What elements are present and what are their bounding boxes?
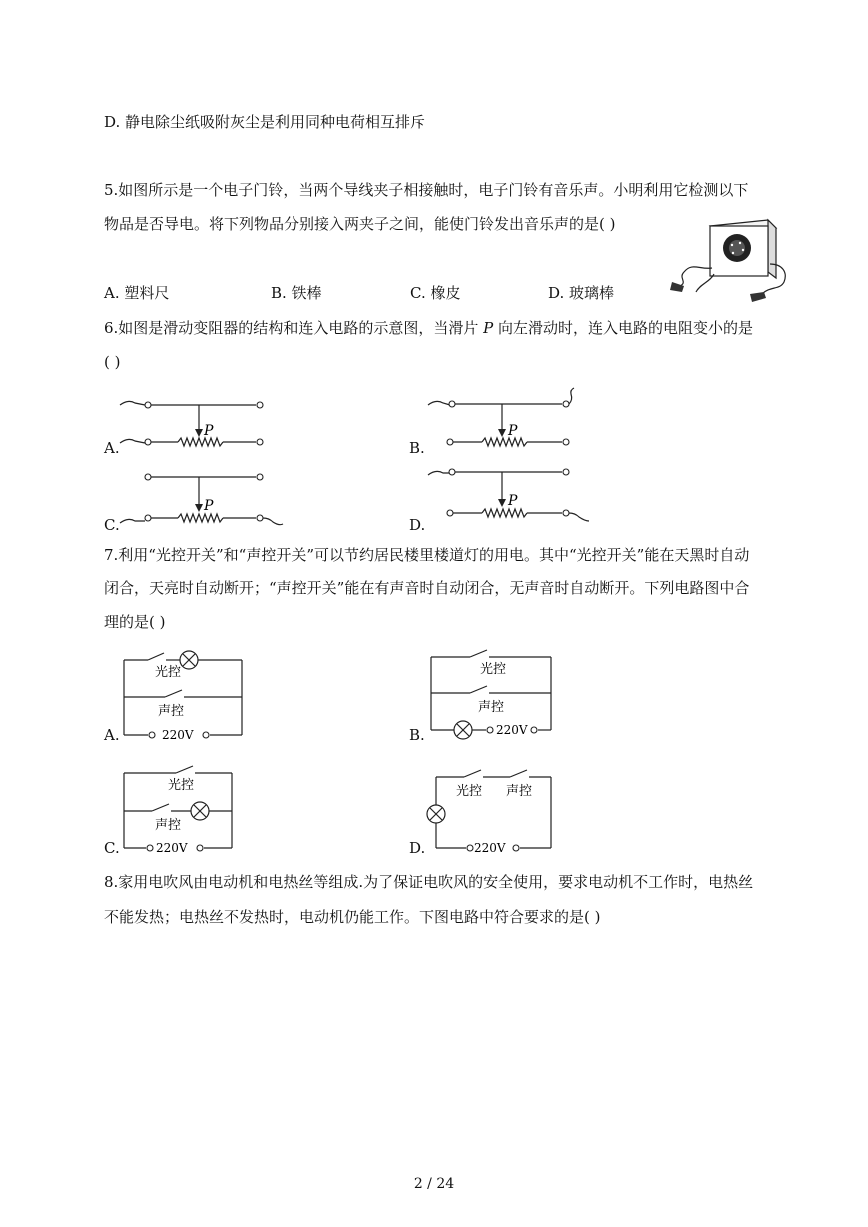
q7-label-a: A. — [104, 726, 120, 744]
q5-stem-line2: 物品是否导电。将下列物品分别接入两夹子之间，能使门铃发出音乐声的是( ) — [104, 215, 616, 233]
q6-figure-b — [428, 388, 574, 446]
q7-c-sound-switch-label: 声控 — [155, 818, 182, 833]
q7-stem-line1: 7.利用“光控开关”和“声控开关”可以节约居民楼里楼道灯的用电。其中“光控开关”能在天黑时自动 — [104, 546, 750, 564]
q7-figure-c — [124, 766, 232, 855]
q7-b-light-switch-label: 光控 — [480, 662, 507, 677]
q7-figures — [100, 645, 580, 860]
q6-c-slider-label: P — [204, 498, 214, 514]
q6-label-a: A. — [104, 439, 120, 457]
page-number: 2 / 24 — [413, 1176, 455, 1192]
q7-a-light-switch-label: 光控 — [155, 665, 182, 680]
q7-d-voltage: 220V — [474, 841, 506, 855]
q6-stem-part2: 向左滑动时，连入电路的电阻变小的是 — [493, 319, 753, 337]
q6-label-d: D. — [409, 516, 426, 534]
q8-stem-line2: 不能发热；电热丝不发热时，电动机仍能工作。下图电路中符合要求的是( ) — [104, 908, 601, 926]
q7-stem-line3: 理的是( ) — [104, 613, 166, 631]
q7-label-d: D. — [409, 839, 426, 857]
q5-option-a: A. 塑料尺 — [104, 284, 170, 302]
q7-figure-b — [431, 650, 551, 739]
q6-figure-c — [120, 474, 283, 525]
doorbell-figure — [670, 212, 800, 307]
q6-label-b: B. — [409, 439, 425, 457]
q7-label-c: C. — [104, 839, 120, 857]
q6-a-slider-label: P — [204, 423, 214, 439]
q8-stem-line1: 8.家用电吹风由电动机和电热丝等组成.为了保证电吹风的安全使用，要求电动机不工作时，电热丝 — [104, 873, 754, 891]
q6-figures — [100, 385, 620, 535]
q7-d-light-switch-label: 光控 — [456, 784, 483, 799]
q4-option-d: D. 静电除尘纸吸附灰尘是利用同种电荷相互排斥 — [104, 113, 426, 131]
q7-a-voltage: 220V — [162, 728, 194, 742]
q7-b-voltage: 220V — [496, 723, 528, 737]
q6-stem-p: P — [483, 319, 494, 337]
q7-c-light-switch-label: 光控 — [168, 778, 195, 793]
q6-label-c: C. — [104, 516, 120, 534]
q6-stem-line1 — [104, 318, 753, 338]
q5-stem-line1: 5.如图所示是一个电子门铃，当两个导线夹子相接触时，电子门铃有音乐声。小明利用它检测以下 — [104, 181, 749, 199]
q5-option-b: B. 铁棒 — [271, 284, 322, 302]
q7-c-voltage: 220V — [156, 841, 188, 855]
q7-b-sound-switch-label: 声控 — [478, 700, 505, 715]
q6-stem-line2: ( ) — [104, 353, 121, 371]
q5-option-d: D. 玻璃棒 — [548, 284, 615, 302]
q6-d-slider-label: P — [508, 493, 518, 509]
q6-figure-a — [120, 401, 263, 446]
q6-b-slider-label: P — [508, 423, 518, 439]
q6-stem-part1: 6.如图是滑动变阻器的结构和连入电路的示意图，当滑片 — [104, 319, 484, 337]
q6-figure-d — [428, 469, 589, 521]
q7-stem-line2: 闭合，天亮时自动断开；“声控开关”能在有声音时自动闭合，无声音时自动断开。下列电路图中合 — [104, 579, 750, 597]
q7-label-b: B. — [409, 726, 425, 744]
q7-figure-d — [427, 770, 551, 855]
q7-d-sound-switch-label: 声控 — [506, 784, 533, 799]
q7-figure-a — [124, 651, 242, 742]
q7-a-sound-switch-label: 声控 — [158, 704, 185, 719]
q5-option-c: C. 橡皮 — [410, 284, 461, 302]
